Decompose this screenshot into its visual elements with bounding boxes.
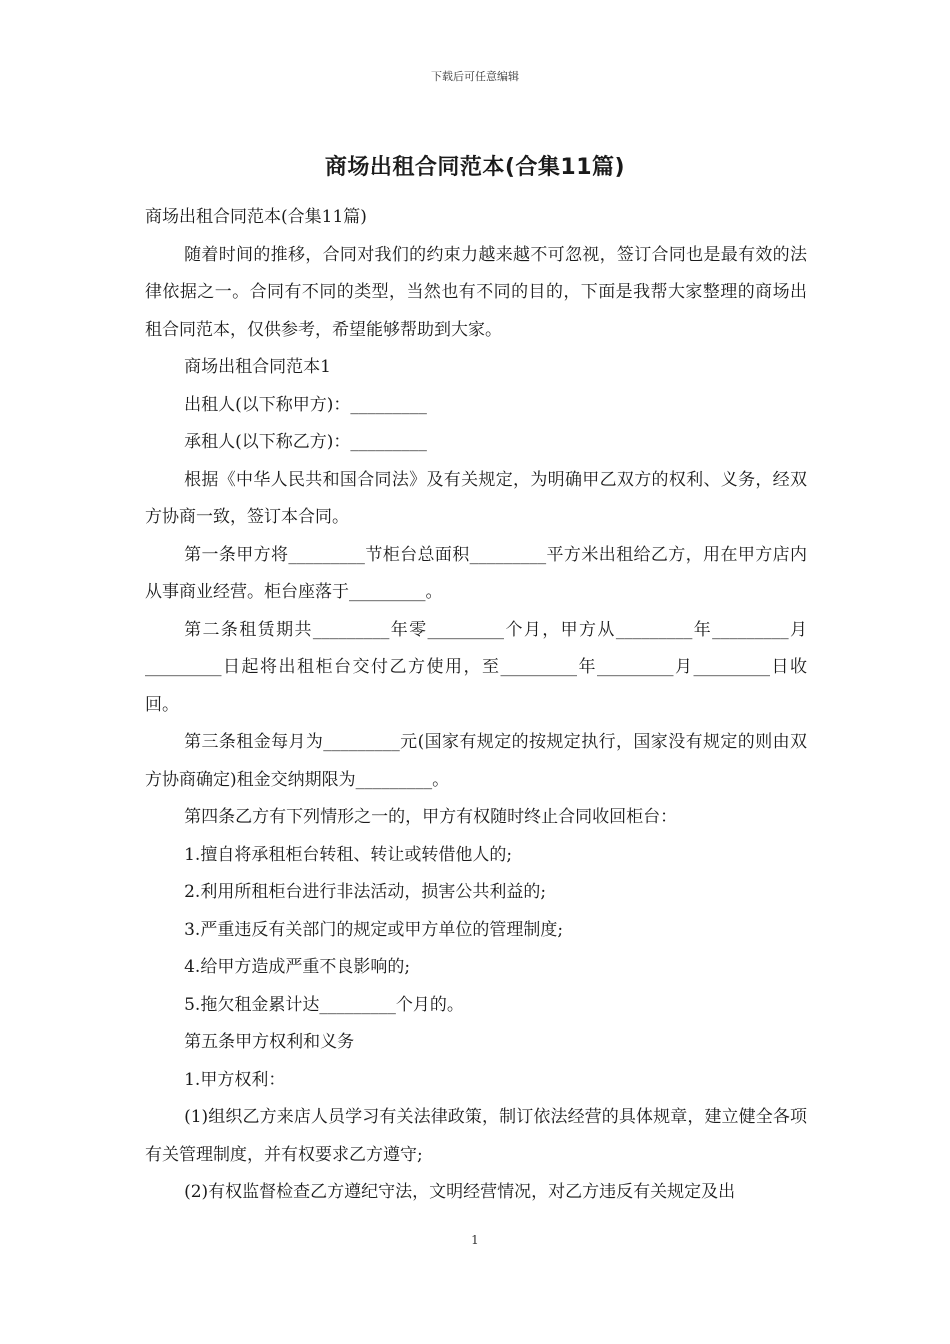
paragraph: 根据《中华人民共和国合同法》及有关规定，为明确甲乙双方的权利、义务，经双方协商一致，签订本合同。: [145, 469, 807, 527]
paragraph: 3.严重违反有关部门的规定或甲方单位的管理制度;: [184, 919, 564, 940]
paragraph: 承租人(以下称乙方)：_________: [184, 432, 427, 452]
paragraph: 随着时间的推移，合同对我们的约束力越来越不可忽视，签订合同也是最有效的法律依据之一。合同有不同的类型，当然也有不同的目的，下面是我帮大家整理的商场出租合同范本，仅供参考，希望能够帮助到大家。: [145, 244, 807, 340]
paragraph: 第一条甲方将_________节柜台总面积_________平方米出租给乙方，用在甲方店内从事商业经营。柜台座落于_________。: [145, 544, 807, 602]
paragraph: 第三条租金每月为_________元(国家有规定的按规定执行，国家没有规定的则由双方协商确定)租金交纳期限为_________。: [145, 732, 807, 790]
paragraph: 第二条租赁期共_________年零_________个月，甲方从_________年_________月_________日起将出租柜台交付乙方使用，至_________年_________月_________日收回。: [145, 619, 807, 715]
paragraph: 出租人(以下称甲方)：_________: [184, 394, 427, 415]
document-body: [145, 199, 807, 1212]
paragraph: 1.擅自将承租柜台转租、转让或转借他人的;: [184, 844, 513, 865]
paragraph: 4.给甲方造成严重不良影响的;: [184, 957, 411, 977]
paragraph: 第四条乙方有下列情形之一的，甲方有权随时终止合同收回柜台：: [184, 807, 678, 827]
paragraph: 第五条甲方权利和义务: [184, 1032, 355, 1052]
paragraph: 1.甲方权利：: [184, 1069, 286, 1090]
page-number: 1: [471, 1233, 479, 1247]
paragraph: 5.拖欠租金累计达_________个月的。: [184, 994, 464, 1015]
document-title: 商场出租合同范本(合集11篇): [324, 155, 626, 180]
paragraph: 2.利用所租柜台进行非法活动，损害公共利益的;: [184, 882, 547, 902]
page-header-note: 下载后可任意编辑: [431, 70, 519, 83]
paragraph: (1)组织乙方来店人员学习有关法律政策，制订依法经营的具体规章，建立健全各项有关管理制度，并有权要求乙方遵守;: [145, 1107, 807, 1165]
paragraph: (2)有权监督检查乙方遵纪守法，文明经营情况，对乙方违反有关规定及出: [184, 1182, 736, 1202]
paragraph: 商场出租合同范本1: [184, 357, 331, 377]
paragraph: 商场出租合同范本(合集11篇): [145, 207, 367, 227]
